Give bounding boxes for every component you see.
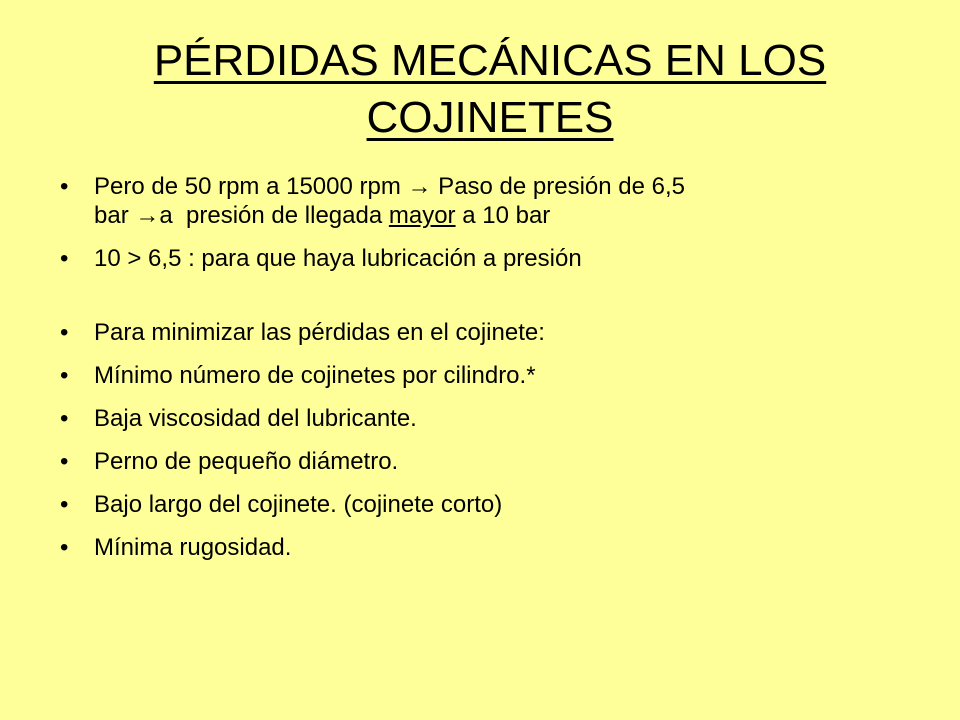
bullet-item-pressure-compare xyxy=(60,244,920,273)
slide-title xyxy=(60,32,920,146)
title-line-1: PÉRDIDAS MECÁNICAS EN LOS xyxy=(153,36,827,85)
underlined-word: mayor xyxy=(388,202,456,229)
bullet-item-min-bearings xyxy=(60,361,920,390)
bullet-text-line-2-post: a 10 bar xyxy=(455,202,551,229)
bullet-icon: • xyxy=(60,534,69,561)
bullet-text: Bajo largo del cojinete. (cojinete corto) xyxy=(94,491,503,518)
bullet-item-minimize-intro xyxy=(60,318,920,347)
bullet-item-min-roughness xyxy=(60,533,920,562)
bullet-icon: • xyxy=(60,405,69,432)
bullet-list xyxy=(60,172,920,562)
bullet-text: 10 > 6,5 : para que haya lubricación a presión xyxy=(94,245,582,272)
bullet-item-small-pin xyxy=(60,447,920,476)
bullet-text: Mínima rugosidad. xyxy=(94,534,292,561)
bullet-item-low-viscosity xyxy=(60,404,920,433)
bullet-icon: • xyxy=(60,362,69,389)
bullet-item-speed-range xyxy=(60,172,920,230)
bullet-text-line-1: Pero de 50 rpm a 15000 rpm → Paso de presión de 6,5 xyxy=(94,173,686,200)
bullet-text: Baja viscosidad del lubricante. xyxy=(94,405,417,432)
bullet-text: Mínimo número de cojinetes por cilindro.* xyxy=(94,362,536,389)
bullet-item-short-bearing xyxy=(60,490,920,519)
bullet-text-line-2-pre: bar →a presión de llegada xyxy=(94,202,389,229)
bullet-text xyxy=(94,172,920,230)
bullet-icon: • xyxy=(60,448,69,475)
bullet-icon: • xyxy=(60,491,69,518)
bullet-icon: • xyxy=(60,173,69,200)
bullet-icon: • xyxy=(60,245,69,272)
bullet-text: Perno de pequeño diámetro. xyxy=(94,448,399,475)
bullet-text: Para minimizar las pérdidas en el cojinete: xyxy=(94,319,545,346)
title-line-2: COJINETES xyxy=(366,93,614,142)
bullet-icon: • xyxy=(60,319,69,346)
